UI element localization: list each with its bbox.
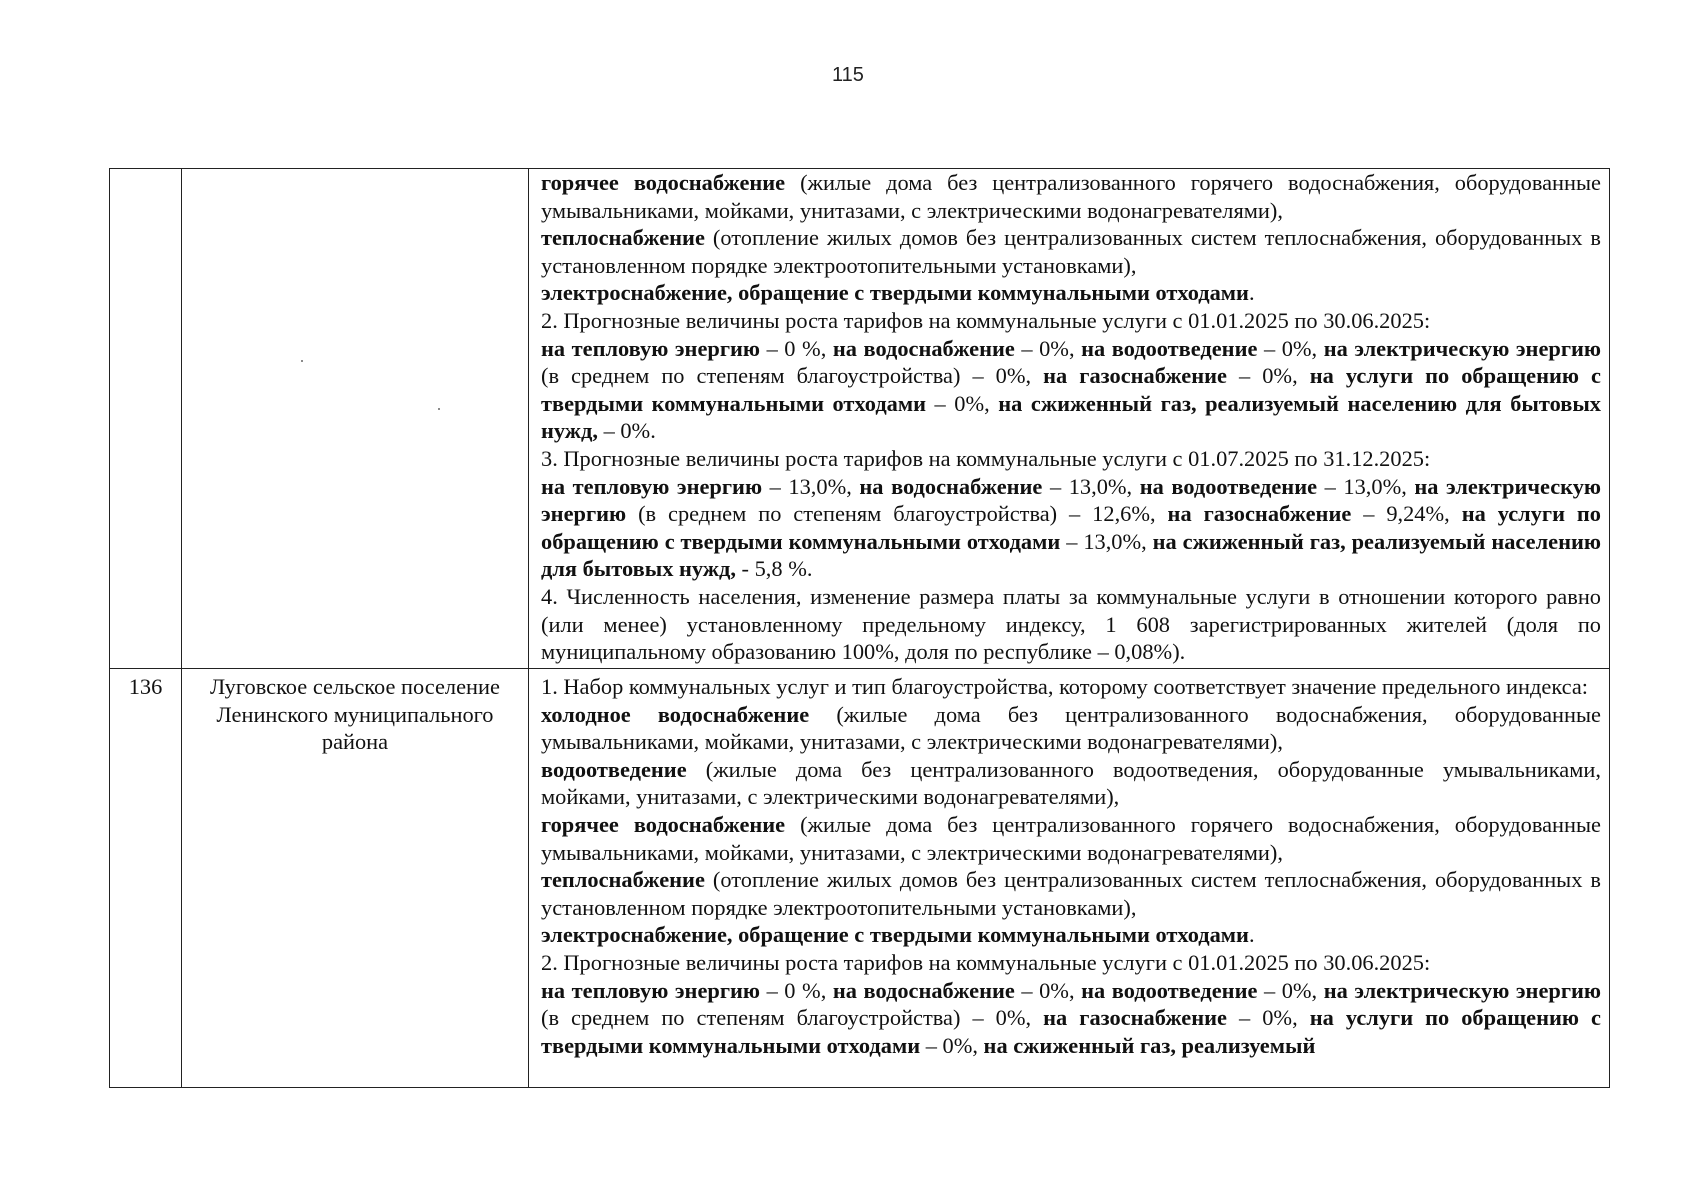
- tariff-value: – 9,24%,: [1351, 501, 1462, 527]
- service-name: электроснабжение, обращение с твердыми коммунальными отходами: [541, 922, 1249, 948]
- tariff-value: - 5,8 %.: [735, 556, 813, 582]
- tariff-value: – 0%,: [920, 1032, 984, 1058]
- service-name: водоотведение: [541, 756, 687, 782]
- paragraph-forecast-h1-heading: 2. Прогнозные величины роста тарифов на коммунальные услуги с 01.01.2025 по 30.06.2025:: [541, 949, 1431, 975]
- tariff-item: на услуги по обращению с твердыми коммунальными отходами: [541, 1005, 1601, 1058]
- paragraph-forecast-h1-values: [541, 335, 1601, 445]
- paragraph-heating: [541, 866, 1601, 921]
- paragraph-population: 4. Численность населения, изменение размера платы за коммунальные услуги в отношении которого равно (или менее) установленному предельному индексу, 1 608 зарегистрированных жителей (доля по муниципальному образованию 100%, доля по республике – 0,08%).: [541, 583, 1601, 665]
- tariff-item: на водоснабжение: [832, 335, 1015, 361]
- tariff-item: на водоотведение: [1081, 335, 1258, 361]
- paragraph-hot-water: [541, 169, 1601, 224]
- tariff-item: на водоснабжение: [859, 473, 1043, 499]
- tariff-item: на услуги по обращению с твердыми коммунальными отходами: [541, 363, 1601, 416]
- paragraph-forecast-h2-heading: 3. Прогнозные величины роста тарифов на коммунальные услуги с 01.07.2025 по 31.12.2025:: [541, 445, 1431, 471]
- service-name: теплоснабжение: [541, 867, 705, 893]
- tariff-value: – 13,0%,: [762, 473, 860, 499]
- tariff-value: – 0%,: [1257, 977, 1324, 1003]
- tariff-value: – 0%,: [1257, 335, 1324, 361]
- punctuation: .: [1248, 922, 1255, 948]
- paragraph-sewerage: [541, 756, 1601, 811]
- tariff-item: на газоснабжение: [1043, 1005, 1227, 1031]
- tariff-value: – 0%,: [1227, 1005, 1310, 1031]
- service-name: электроснабжение, обращение с твердыми коммунальными отходами: [541, 280, 1249, 306]
- page-number: 115: [832, 64, 864, 86]
- tariff-item: на сжиженный газ, реализуемый населению для бытовых нужд,: [541, 528, 1601, 582]
- paragraph-forecast-h1-heading: 2. Прогнозные величины роста тарифов на коммунальные услуги с 01.01.2025 по 30.06.2025:: [541, 307, 1431, 333]
- tariff-item: на сжиженный газ, реализуемый населению для бытовых нужд,: [541, 390, 1601, 444]
- service-details: (жилые дома без централизованного горячего водоснабжения, оборудованные умывальниками, мойками, унитазами, с электрическими водонагревателями),: [541, 170, 1601, 223]
- paragraph-electricity: [541, 921, 1601, 949]
- tariff-table: [109, 168, 1610, 1088]
- service-details: (жилые дома без централизованного водоснабжения, оборудованные умывальниками, мойками, унитазами, с электрическими водонагревателями),: [541, 701, 1601, 755]
- tariff-item: на электрическую энергию: [1323, 977, 1602, 1003]
- paragraph-cold-water: [541, 701, 1601, 756]
- tariff-item: на газоснабжение: [1167, 501, 1352, 527]
- tariff-value: – 0%,: [1014, 977, 1082, 1003]
- service-name: теплоснабжение: [541, 225, 705, 251]
- municipality-name-cell: Луговское сельское поселение Ленинского муниципального района: [182, 669, 529, 1088]
- tariff-value: – 0 %,: [760, 335, 833, 361]
- service-name: горячее водоснабжение: [541, 170, 786, 195]
- punctuation: .: [1248, 280, 1255, 306]
- tariff-value: (в среднем по степеням благоустройства) – 0%,: [541, 363, 1044, 389]
- description-cell: [529, 169, 1610, 669]
- tariff-value: – 0%,: [1227, 363, 1310, 389]
- tariff-item: на тепловую энергию: [541, 473, 763, 499]
- service-details: (жилые дома без централизованного горячего водоснабжения, оборудованные умывальниками, мойками, унитазами, с электрическими водонагревателями),: [541, 811, 1601, 865]
- tariff-value: – 13,0%,: [1042, 473, 1140, 499]
- tariff-value: – 13,0%,: [1060, 528, 1153, 554]
- tariff-item: на сжиженный газ, реализуемый: [983, 1032, 1316, 1058]
- tariff-item: на водоотведение: [1081, 977, 1258, 1003]
- row-number-cell: 136: [110, 669, 182, 1088]
- service-name: горячее водоснабжение: [541, 811, 786, 837]
- tariff-value: (в среднем по степеням благоустройства) – 12,6%,: [626, 501, 1168, 527]
- row-number-cell: [110, 169, 182, 669]
- tariff-value: – 0%.: [597, 418, 656, 444]
- paragraph-forecast-h2-values: [541, 473, 1601, 583]
- service-name: холодное водоснабжение: [541, 701, 810, 727]
- service-details: (отопление жилых домов без централизованных систем теплоснабжения, оборудованных в установленном порядке электроотопительными установками),: [541, 225, 1601, 278]
- table-row: [110, 669, 1610, 1088]
- municipality-name-cell: [182, 169, 529, 669]
- tariff-value: (в среднем по степеням благоустройства) – 0%,: [541, 1005, 1044, 1031]
- table-row: [110, 169, 1610, 669]
- tariff-value: – 0%,: [1014, 335, 1082, 361]
- paragraph-hot-water: [541, 811, 1601, 866]
- tariff-item: на водоотведение: [1139, 473, 1318, 499]
- paragraph-forecast-h1-values: [541, 977, 1601, 1060]
- tariff-item: на электрическую энергию: [541, 473, 1602, 527]
- tariff-item: на водоснабжение: [832, 977, 1015, 1003]
- paragraph-electricity: [541, 279, 1601, 307]
- tariff-item: на тепловую энергию: [541, 977, 761, 1003]
- description-cell: [529, 669, 1610, 1088]
- tariff-item: на газоснабжение: [1043, 363, 1227, 389]
- tariff-value: – 0 %,: [760, 977, 833, 1003]
- tariff-item: на услуги по обращению с твердыми коммунальными отходами: [541, 501, 1601, 554]
- tariff-value: – 13,0%,: [1317, 473, 1415, 499]
- tariff-item: на электрическую энергию: [1323, 335, 1602, 361]
- service-details: (отопление жилых домов без централизованных систем теплоснабжения, оборудованных в установленном порядке электроотопительными установками),: [541, 867, 1601, 920]
- tariff-item: на тепловую энергию: [541, 335, 761, 361]
- tariff-value: – 0%,: [926, 390, 999, 416]
- service-details: (жилые дома без централизованного водоотведения, оборудованные умывальниками, мойками, унитазами, с электрическими водонагревателями),: [541, 756, 1601, 810]
- paragraph-heating: [541, 224, 1601, 279]
- paragraph-services-heading: 1. Набор коммунальных услуг и тип благоустройства, которому соответствует значение предельного индекса:: [541, 674, 1589, 699]
